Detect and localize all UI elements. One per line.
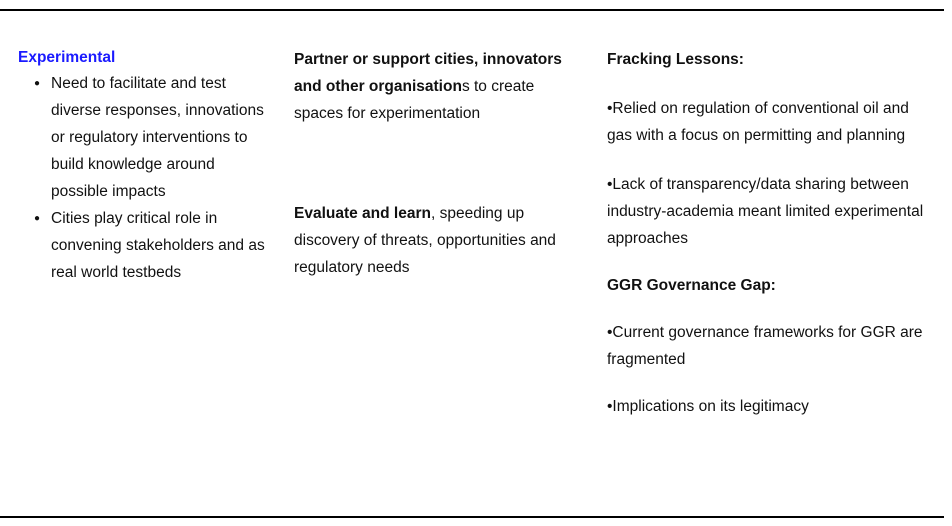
lesson-item: •Lack of transparency/data sharing between industry-academia meant limited experimental approaches [607, 176, 924, 247]
top-rule [0, 9, 944, 11]
evaluate-bold-text: Evaluate and learn [294, 205, 431, 222]
column-actions [294, 46, 584, 281]
partner-paragraph [294, 46, 584, 127]
partner-bold-text: Partner or support cities, innovators and other organisation [294, 51, 562, 95]
experimental-heading: Experimental [18, 49, 116, 66]
lesson-item: •Current governance frameworks for GGR are fragmented [607, 324, 923, 368]
ggr-gap-heading: GGR Governance Gap: [607, 277, 776, 294]
lesson-item: •Relied on regulation of conventional oil and gas with a focus on permitting and planning [607, 100, 909, 144]
column-lessons [607, 46, 937, 420]
fracking-lessons-heading: Fracking Lessons: [607, 51, 744, 68]
list-item: ● Need to facilitate and test diverse responses, innovations or regulatory interventions to build knowledge around possible impacts [51, 70, 268, 205]
evaluate-rest-text: , speeding up discovery of threats, opportunities and regulatory needs [294, 205, 556, 276]
lesson-item: •Implications on its legitimacy [607, 398, 809, 415]
experimental-bullet-list [18, 70, 268, 286]
partner-rest-text: s to create spaces for experimentation [294, 78, 535, 122]
evaluate-paragraph [294, 200, 584, 281]
column-experimental [18, 46, 268, 286]
list-item: ● Cities play critical role in convening stakeholders and as real world testbeds [51, 205, 268, 286]
bottom-rule [0, 516, 944, 518]
